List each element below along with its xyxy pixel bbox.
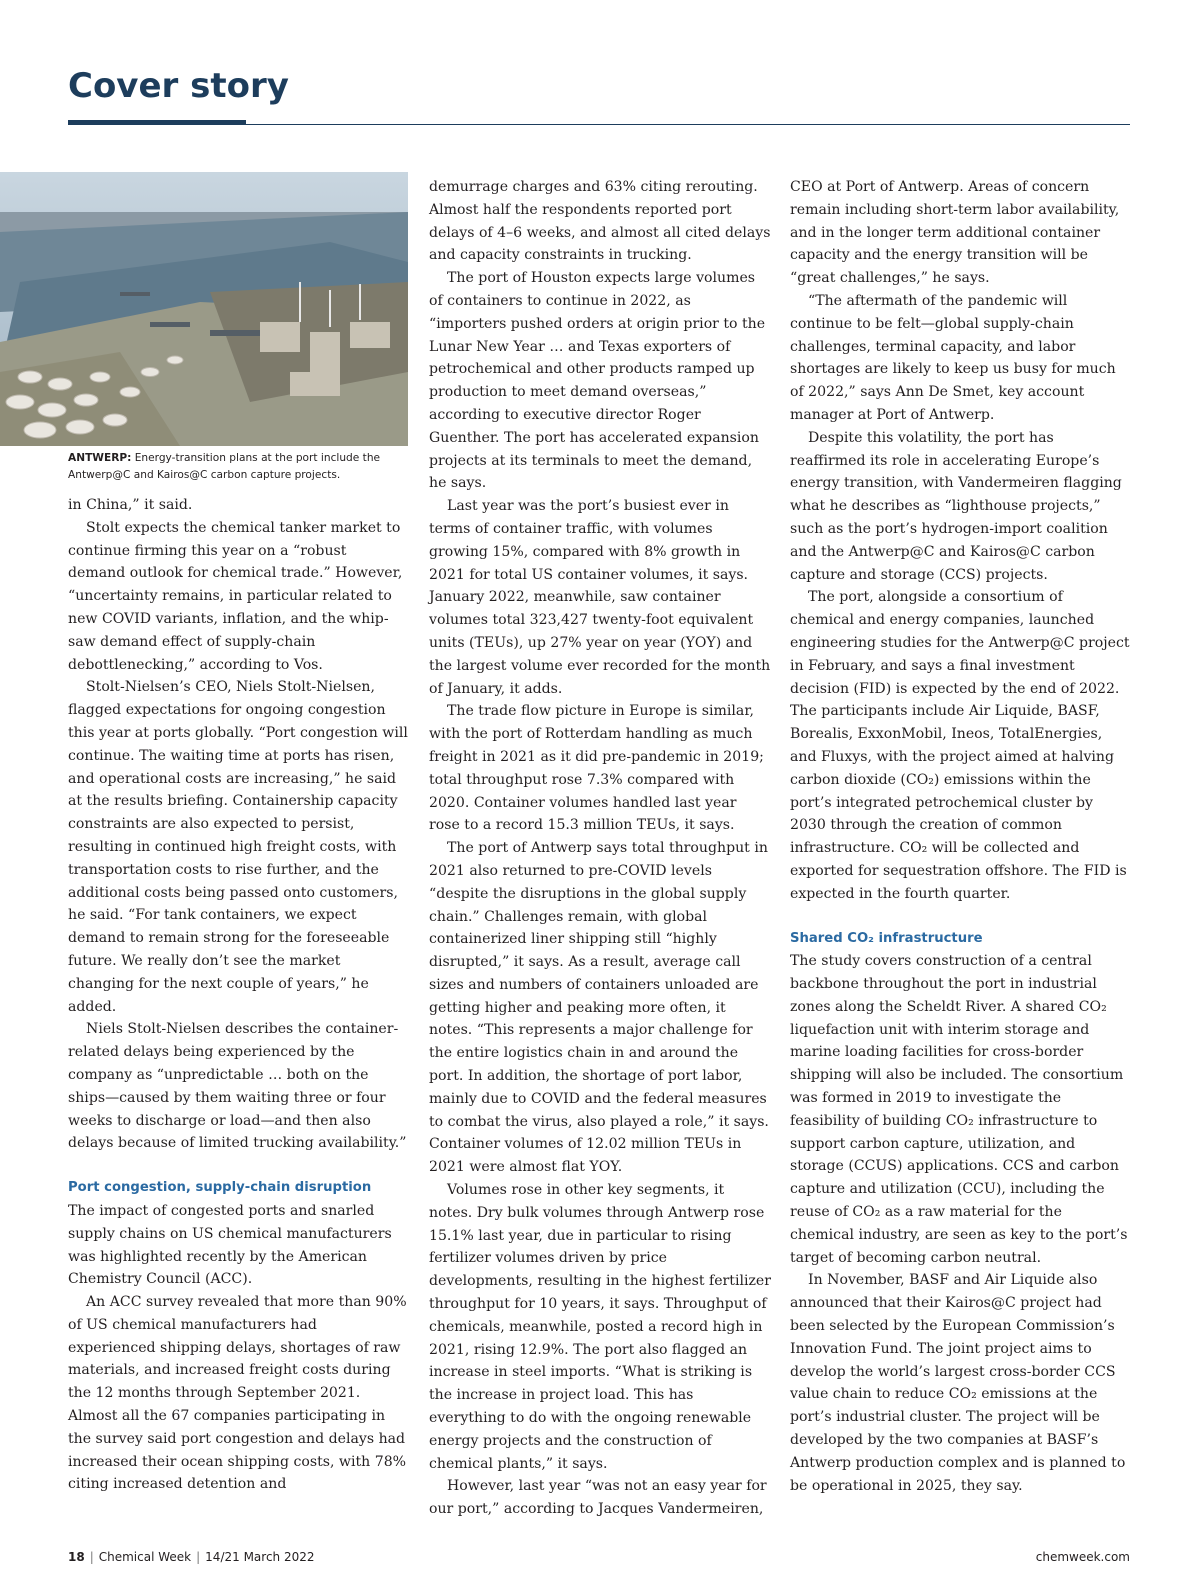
paragraph: CEO at Port of Antwerp. Areas of concern remain including short-term labor availability, and in the longer term additional container capacity and the energy transition will be “great challenges,” he says. [790, 179, 1120, 287]
paragraph: Stolt-Nielsen’s CEO, Niels Stolt-Nielsen, flagged expectations for ongoing congestion this year at ports globally. “Port congestion will continue. The waiting time at ports has risen, and operational costs are increasing,” he said at the results briefing. Containership capacity constraints are also expected to persist, resulting in continued high freight costs, with transportation costs to rise further, and the additional costs being passed onto customers, he said. “For tank containers, we expect demand to remain strong for the foreseeable future. We really don’t see the market changing for the next couple of years,” he added. [68, 679, 408, 1015]
paragraph: Niels Stolt-Nielsen describes the container-related delays being experienced by the company as “unpredictable … both on the ships—caused by them waiting three or four weeks to discharge or load—and then also delays because of limited trucking availability.” [68, 1021, 407, 1152]
paragraph: The impact of congested ports and snarled supply chains on US chemical manufacturers was highlighted recently by the American Chemistry Council (ACC). [68, 1202, 392, 1288]
paragraph: Volumes rose in other key segments, it notes. Dry bulk volumes through Antwerp rose 15.1% last year, due in particular to rising fertilizer volumes driven by price developments, resulting in the highest fertilizer throughput for 10 years, it says. Throughput of chemicals, meanwhile, posted a record high in 2021, rising 12.9%. The port also flagged an increase in steel imports. “What is striking is the increase in project load. This has everything to do with the ongoing renewable energy projects and the construction of chemical plants,” it says. [429, 1182, 771, 1472]
paragraph: in China,” it said. [68, 497, 193, 513]
port-photo [0, 172, 408, 446]
paragraph: However, last year “was not an easy year for our port,” according to Jacques Vandermeiren, [429, 1478, 767, 1518]
paragraph: In November, BASF and Air Liquide also announced that their Kairos@C project had been selected by the European Commission’s Innovation Fund. The joint project aims to develop the world’s largest cross-border CCS value chain to reduce CO₂ emissions at the port’s industrial cluster. The project will be developed by the two companies at BASF’s Antwerp production complex and is planned to be operational in 2025, they say. [790, 1272, 1126, 1494]
header-rule-accent [68, 120, 246, 125]
paragraph: An ACC survey revealed that more than 90% of US chemical manufacturers had experienced shipping delays, shortages of raw materials, and increased freight costs during the 12 months through September 2021. Almost all the 67 companies participating in the survey said port congestion and delays had increased their ocean shipping costs, with 78% citing increased detention and [68, 1294, 407, 1493]
paragraph: Despite this volatility, the port has reaffirmed its role in accelerating Europe’s energy transition, with Vandermeiren flagging what he describes as “lighthouse projects,” such as the port’s hydrogen-import coalition and the Antwerp@C and Kairos@C carbon capture and storage (CCS) projects. [790, 429, 1122, 583]
page-footer [68, 1550, 315, 1564]
website-link[interactable]: chemweek.com [1035, 1550, 1130, 1564]
subheading: Shared CO₂ infrastructure [790, 930, 983, 946]
footer-separator: | [196, 1550, 201, 1564]
publication-name: Chemical Week [98, 1550, 192, 1564]
paragraph: demurrage charges and 63% citing rerouting. Almost half the respondents reported port delays of 4–6 weeks, and almost all cited delays and capacity constraints in trucking. [429, 179, 771, 264]
paragraph: “The aftermath of the pandemic will continue to be felt—global supply-chain challenges, terminal capacity, and labor shortages are likely to keep us busy for much of 2022,” says Ann De Smet, key account manager at Port of Antwerp. [790, 292, 1116, 423]
paragraph: The trade flow picture in Europe is similar, with the port of Rotterdam handling as much freight in 2021 as it did pre-pandemic in 2019; total throughput rose 7.3% compared with 2020. Container volumes handled last year rose to a record 15.3 million TEUs, it says. [429, 703, 764, 834]
paragraph: Stolt expects the chemical tanker market to continue firming this year on a “robust demand outlook for chemical trade.” However, “uncertainty remains, in particular related to new COVID variants, inflation, and the whip-saw demand effect of supply-chain debottlenecking,” according to Vos. [68, 519, 403, 673]
section-title: Cover story [68, 66, 289, 106]
caption-text: Energy-transition plans at the port include the Antwerp@C and Kairos@C carbon capture projects. [68, 452, 381, 481]
subheading: Port congestion, supply-chain disruption [68, 1180, 372, 1196]
photo-caption [68, 450, 408, 484]
article-column-2 [429, 176, 771, 1521]
paragraph: The port of Antwerp says total throughput in 2021 also returned to pre-COVID levels “despite the disruptions in the global supply chain.” Challenges remain, with global containerized liner shipping still “highly disrupted,” it says. As a result, average call sizes and numbers of containers unloaded are getting higher and peaking more often, it notes. “This represents a major challenge for the entire logistics chain in and around the port. In addition, the shortage of port labor, mainly due to COVID and the federal measures to combat the virus, also played a role,” it says. Container volumes of 12.02 million TEUs in 2021 were almost flat YOY. [429, 840, 769, 1176]
paragraph: The study covers construction of a central backbone throughout the port in industrial zones along the Scheldt River. A shared CO₂ liquefaction unit with interim storage and marine loading facilities for cross-border shipping will also be included. The consortium was formed in 2019 to investigate the feasibility of building CO₂ infrastructure to support carbon capture, utilization, and storage (CCUS) applications. CCS and carbon capture and utilization (CCU), including the reuse of CO₂ as a raw material for the chemical industry, are seen as key to the port’s target of becoming carbon neutral. [790, 953, 1128, 1266]
issue-date: 14/21 March 2022 [205, 1550, 315, 1564]
page-number: 18 [68, 1550, 85, 1564]
caption-label: ANTWERP: [68, 452, 132, 464]
article-column-3 [790, 176, 1130, 1497]
article-column-1 [68, 494, 408, 1496]
paragraph: Last year was the port’s busiest ever in terms of container traffic, with volumes growing 15%, compared with 8% growth in 2021 for total US container volumes, it says. January 2022, meanwhile, saw container volumes total 323,427 twenty-foot equivalent units (TEUs), up 27% year on year (YOY) and the largest volume ever recorded for the month of January, it adds. [429, 498, 771, 697]
footer-separator: | [89, 1550, 94, 1564]
paragraph: The port, alongside a consortium of chemical and energy companies, launched engineering studies for the Antwerp@C project in February, and says a final investment decision (FID) is expected by the end of 2022. The participants include Air Liquide, BASF, Borealis, ExxonMobil, Ineos, TotalEnergies, and Fluxys, with the project aimed at halving carbon dioxide (CO₂) emissions within the port’s integrated petrochemical cluster by 2030 through the creation of common infrastructure. CO₂ will be collected and exported for sequestration offshore. The FID is expected in the fourth quarter. [790, 589, 1130, 902]
paragraph: The port of Houston expects large volumes of containers to continue in 2022, as “importers pushed orders at origin prior to the Lunar New Year … and Texas exporters of petrochemical and other products ramped up production to meet demand overseas,” according to executive director Roger Guenther. The port has accelerated expansion projects at its terminals to meet the demand, he says. [429, 270, 766, 492]
